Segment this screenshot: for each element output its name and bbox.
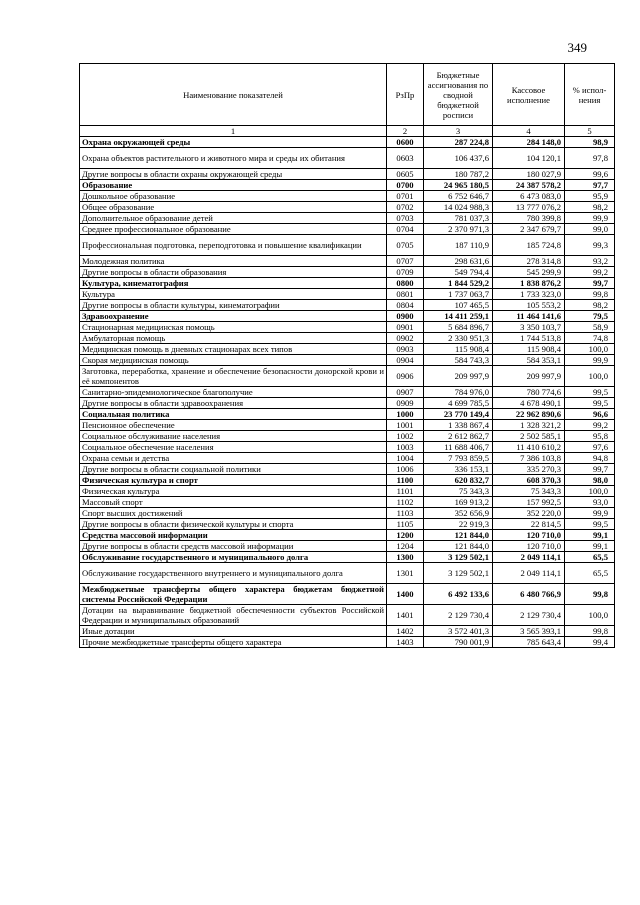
row-actual: 1 838 876,2 [493,278,565,289]
row-planned: 107 465,5 [424,300,493,311]
row-percent: 95,9 [565,191,615,202]
row-name: Обслуживание государственного внутреннего и муниципального долга [80,563,387,584]
column-number: 4 [493,126,565,137]
row-actual: 352 220,0 [493,508,565,519]
row-actual: 780 399,8 [493,213,565,224]
row-percent: 99,7 [565,464,615,475]
row-code: 0709 [387,267,424,278]
column-number: 1 [80,126,387,137]
row-planned: 1 844 529,2 [424,278,493,289]
row-name: Среднее профессиональное образование [80,224,387,235]
row-actual: 4 678 490,1 [493,398,565,409]
row-code: 0705 [387,235,424,256]
row-code: 0702 [387,202,424,213]
row-actual: 105 553,2 [493,300,565,311]
row-name: Иные дотации [80,626,387,637]
table-row [80,180,615,191]
table-row [80,235,615,256]
row-name: Спорт высших достижений [80,508,387,519]
row-code: 0801 [387,289,424,300]
row-code: 0901 [387,322,424,333]
row-percent: 58,9 [565,322,615,333]
row-name: Дотации на выравнивание бюджетной обеспеченности субъектов Российской Федерации и муниципальных образований [80,605,387,626]
table-row [80,552,615,563]
row-code: 1400 [387,584,424,605]
table-row [80,584,615,605]
row-planned: 584 743,3 [424,355,493,366]
row-percent: 94,8 [565,453,615,464]
row-code: 0707 [387,256,424,267]
table-row [80,137,615,148]
row-percent: 98,9 [565,137,615,148]
row-name: Здравоохранение [80,311,387,322]
row-name: Прочие межбюджетные трансферты общего характера [80,637,387,648]
row-planned: 4 699 785,5 [424,398,493,409]
table-row [80,486,615,497]
row-name: Социальное обеспечение населения [80,442,387,453]
table-row [80,409,615,420]
row-name: Другие вопросы в области средств массовой информации [80,541,387,552]
row-actual: 13 777 076,2 [493,202,565,213]
row-actual: 115 908,4 [493,344,565,355]
row-name: Дошкольное образование [80,191,387,202]
row-code: 1002 [387,431,424,442]
row-actual: 2 347 679,7 [493,224,565,235]
row-planned: 2 129 730,4 [424,605,493,626]
row-code: 0909 [387,398,424,409]
row-actual: 120 710,0 [493,530,565,541]
row-name: Амбулаторная помощь [80,333,387,344]
row-planned: 3 129 502,1 [424,563,493,584]
row-actual: 185 724,8 [493,235,565,256]
row-actual: 22 962 890,6 [493,409,565,420]
row-name: Социальная политика [80,409,387,420]
row-actual: 157 992,5 [493,497,565,508]
table-row [80,497,615,508]
row-percent: 97,8 [565,148,615,169]
table-row [80,355,615,366]
row-actual: 75 343,3 [493,486,565,497]
table-row [80,519,615,530]
row-planned: 23 770 149,4 [424,409,493,420]
table-row [80,541,615,552]
table-row [80,213,615,224]
row-name: Другие вопросы в области физической культуры и спорта [80,519,387,530]
row-code: 0907 [387,387,424,398]
table-row [80,278,615,289]
header-percent: % испол- нения [565,64,615,126]
row-code: 1000 [387,409,424,420]
row-actual: 3 350 103,7 [493,322,565,333]
row-planned: 549 794,4 [424,267,493,278]
row-planned: 22 919,3 [424,519,493,530]
row-actual: 278 314,8 [493,256,565,267]
row-code: 0704 [387,224,424,235]
row-planned: 3 129 502,1 [424,552,493,563]
row-actual: 24 387 578,2 [493,180,565,191]
row-actual: 11 464 141,6 [493,311,565,322]
row-percent: 100,0 [565,605,615,626]
row-percent: 96,6 [565,409,615,420]
table-row [80,431,615,442]
row-code: 0605 [387,169,424,180]
row-name: Заготовка, переработка, хранение и обеспечение безопасности донорской крови и её компонентов [80,366,387,387]
row-planned: 24 965 180,5 [424,180,493,191]
row-name: Физическая культура [80,486,387,497]
budget-table [79,63,615,648]
row-actual: 2 049 114,1 [493,563,565,584]
row-actual: 2 502 585,1 [493,431,565,442]
row-percent: 99,2 [565,420,615,431]
row-code: 1103 [387,508,424,519]
row-code: 1301 [387,563,424,584]
row-planned: 781 037,3 [424,213,493,224]
row-percent: 99,7 [565,278,615,289]
table-row [80,267,615,278]
row-code: 0902 [387,333,424,344]
table-row [80,311,615,322]
row-code: 0703 [387,213,424,224]
row-actual: 1 744 513,8 [493,333,565,344]
row-code: 0701 [387,191,424,202]
row-planned: 3 572 401,3 [424,626,493,637]
row-name: Другие вопросы в области здравоохранения [80,398,387,409]
row-name: Культура, кинематография [80,278,387,289]
row-code: 1100 [387,475,424,486]
row-percent: 97,7 [565,180,615,191]
page-number: 349 [567,40,587,55]
row-planned: 14 024 988,3 [424,202,493,213]
row-percent: 99,9 [565,355,615,366]
row-code: 1003 [387,442,424,453]
row-percent: 99,5 [565,398,615,409]
row-code: 1403 [387,637,424,648]
row-planned: 287 224,8 [424,137,493,148]
row-planned: 2 330 951,3 [424,333,493,344]
table-row [80,333,615,344]
row-name: Массовый спорт [80,497,387,508]
row-name: Дополнительное образование детей [80,213,387,224]
row-actual: 209 997,9 [493,366,565,387]
row-planned: 790 001,9 [424,637,493,648]
row-actual: 180 027,9 [493,169,565,180]
row-name: Другие вопросы в области охраны окружающей среды [80,169,387,180]
row-code: 1402 [387,626,424,637]
table-row [80,169,615,180]
row-actual: 785 643,4 [493,637,565,648]
row-percent: 99,1 [565,541,615,552]
table-row [80,387,615,398]
table-row [80,300,615,311]
row-planned: 336 153,1 [424,464,493,475]
row-planned: 2 370 971,3 [424,224,493,235]
row-planned: 121 844,0 [424,530,493,541]
table-row [80,453,615,464]
row-planned: 1 338 867,4 [424,420,493,431]
header-name: Наименование показателей [80,64,387,126]
table-row [80,191,615,202]
row-code: 0800 [387,278,424,289]
row-name: Охрана объектов растительного и животного мира и среды их обитания [80,148,387,169]
row-percent: 99,8 [565,626,615,637]
table-row [80,530,615,541]
row-percent: 100,0 [565,344,615,355]
row-code: 0900 [387,311,424,322]
row-name: Общее образование [80,202,387,213]
table-row [80,366,615,387]
row-percent: 99,8 [565,289,615,300]
row-planned: 187 110,9 [424,235,493,256]
row-percent: 99,6 [565,169,615,180]
column-number: 3 [424,126,493,137]
row-actual: 780 774,6 [493,387,565,398]
row-actual: 3 565 393,1 [493,626,565,637]
row-name: Пенсионное обеспечение [80,420,387,431]
row-percent: 98,2 [565,202,615,213]
row-percent: 99,8 [565,584,615,605]
row-percent: 99,9 [565,213,615,224]
row-percent: 97,6 [565,442,615,453]
column-number: 5 [565,126,615,137]
row-percent: 98,0 [565,475,615,486]
row-planned: 298 631,6 [424,256,493,267]
row-code: 1006 [387,464,424,475]
row-planned: 11 688 406,7 [424,442,493,453]
header-planned: Бюджетные ассигнования по сводной бюджетной росписи [424,64,493,126]
row-actual: 2 129 730,4 [493,605,565,626]
row-name: Профессиональная подготовка, переподготовка и повышение квалификации [80,235,387,256]
table-row [80,202,615,213]
row-planned: 7 793 859,5 [424,453,493,464]
table-row [80,464,615,475]
row-code: 0904 [387,355,424,366]
row-code: 1001 [387,420,424,431]
row-code: 0903 [387,344,424,355]
row-name: Образование [80,180,387,191]
row-planned: 209 997,9 [424,366,493,387]
row-code: 1300 [387,552,424,563]
table-row [80,148,615,169]
table-row [80,475,615,486]
row-planned: 2 612 862,7 [424,431,493,442]
row-planned: 14 411 259,1 [424,311,493,322]
row-actual: 2 049 114,1 [493,552,565,563]
row-planned: 1 737 063,7 [424,289,493,300]
row-code: 0603 [387,148,424,169]
row-planned: 169 913,2 [424,497,493,508]
row-name: Охрана окружающей среды [80,137,387,148]
row-planned: 784 976,0 [424,387,493,398]
row-actual: 584 353,1 [493,355,565,366]
row-name: Межбюджетные трансферты общего характера бюджетам бюджетной системы Российской Федерации [80,584,387,605]
table-row [80,420,615,431]
row-percent: 99,5 [565,519,615,530]
row-code: 1200 [387,530,424,541]
row-code: 0906 [387,366,424,387]
row-planned: 5 684 896,7 [424,322,493,333]
table-row [80,563,615,584]
row-percent: 93,2 [565,256,615,267]
table-row [80,442,615,453]
row-planned: 352 656,9 [424,508,493,519]
row-planned: 620 832,7 [424,475,493,486]
row-code: 1401 [387,605,424,626]
row-percent: 99,9 [565,508,615,519]
row-name: Культура [80,289,387,300]
row-code: 0804 [387,300,424,311]
row-actual: 120 710,0 [493,541,565,552]
row-percent: 99,1 [565,530,615,541]
table-row [80,322,615,333]
table-row [80,224,615,235]
row-actual: 545 299,9 [493,267,565,278]
row-actual: 6 473 083,0 [493,191,565,202]
column-number: 2 [387,126,424,137]
row-percent: 95,8 [565,431,615,442]
row-percent: 79,5 [565,311,615,322]
header-code: РзПр [387,64,424,126]
row-percent: 99,5 [565,387,615,398]
row-code: 1101 [387,486,424,497]
row-percent: 99,0 [565,224,615,235]
row-code: 0600 [387,137,424,148]
row-planned: 6 752 646,7 [424,191,493,202]
row-code: 1004 [387,453,424,464]
row-percent: 65,5 [565,563,615,584]
row-planned: 75 343,3 [424,486,493,497]
table-row [80,398,615,409]
row-actual: 7 386 103,8 [493,453,565,464]
row-actual: 608 370,3 [493,475,565,486]
row-name: Скорая медицинская помощь [80,355,387,366]
row-name: Охрана семьи и детства [80,453,387,464]
row-name: Медицинская помощь в дневных стационарах всех типов [80,344,387,355]
row-percent: 65,5 [565,552,615,563]
row-actual: 1 328 321,2 [493,420,565,431]
row-planned: 115 908,4 [424,344,493,355]
row-name: Другие вопросы в области образования [80,267,387,278]
table-row [80,256,615,267]
row-actual: 335 270,3 [493,464,565,475]
row-code: 1105 [387,519,424,530]
row-percent: 100,0 [565,486,615,497]
row-planned: 121 844,0 [424,541,493,552]
row-actual: 284 148,0 [493,137,565,148]
table-row [80,605,615,626]
row-actual: 1 733 323,0 [493,289,565,300]
row-planned: 106 437,6 [424,148,493,169]
row-name: Другие вопросы в области культуры, кинематографии [80,300,387,311]
row-percent: 74,8 [565,333,615,344]
row-planned: 6 492 133,6 [424,584,493,605]
row-code: 1102 [387,497,424,508]
row-percent: 99,2 [565,267,615,278]
table-row [80,344,615,355]
row-actual: 104 120,1 [493,148,565,169]
table-row [80,289,615,300]
row-name: Стационарная медицинская помощь [80,322,387,333]
row-name: Молодежная политика [80,256,387,267]
row-code: 0700 [387,180,424,191]
row-planned: 180 787,2 [424,169,493,180]
row-percent: 99,3 [565,235,615,256]
row-name: Санитарно-эпидемиологическое благополучие [80,387,387,398]
row-percent: 100,0 [565,366,615,387]
row-name: Средства массовой информации [80,530,387,541]
table-row [80,508,615,519]
header-actual: Кассовое исполнение [493,64,565,126]
row-name: Социальное обслуживание населения [80,431,387,442]
row-code: 1204 [387,541,424,552]
row-actual: 11 410 610,2 [493,442,565,453]
row-name: Физическая культура и спорт [80,475,387,486]
row-name: Обслуживание государственного и муниципального долга [80,552,387,563]
table-row [80,626,615,637]
row-percent: 98,2 [565,300,615,311]
table-row [80,637,615,648]
row-percent: 99,4 [565,637,615,648]
row-actual: 6 480 766,9 [493,584,565,605]
row-name: Другие вопросы в области социальной политики [80,464,387,475]
row-actual: 22 814,5 [493,519,565,530]
row-percent: 93,0 [565,497,615,508]
